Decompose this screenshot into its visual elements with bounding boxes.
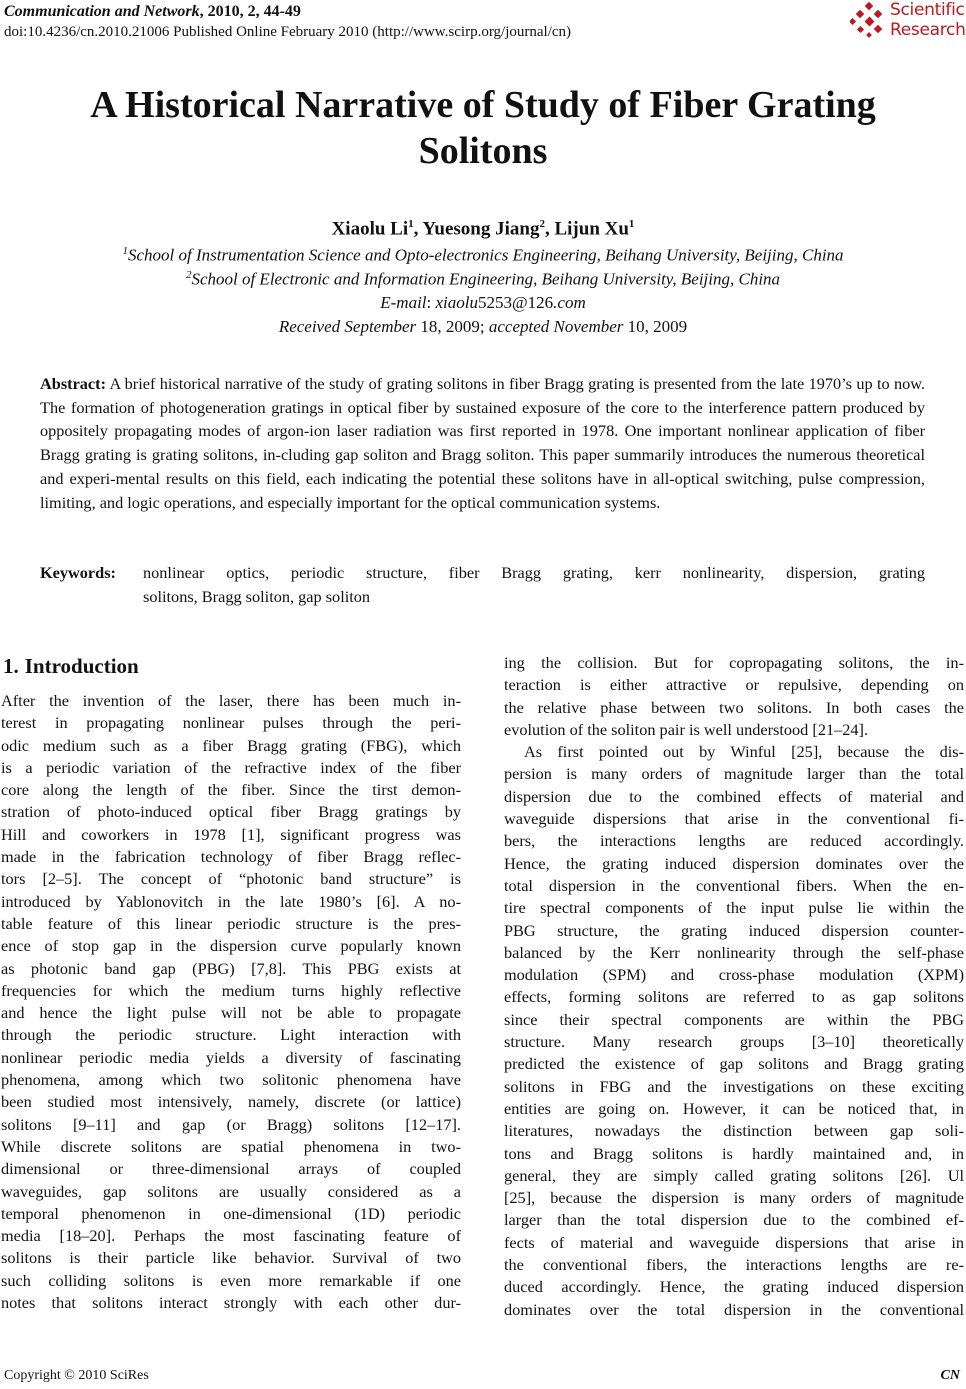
body-text-line: Hill and coworkers in 1978 [1], significant progress was <box>1 824 461 844</box>
body-text-line: nonlinear periodic media yields a diversity of fascinating <box>1 1047 461 1067</box>
body-text-line: stration of photo-induced optical fiber Bragg gratings by <box>1 802 461 822</box>
body-column-left <box>1 690 461 1314</box>
body-text-line: literatures, nowadays the distinction between gap soli- <box>504 1121 964 1141</box>
body-text-line: media [18–20]. Perhaps the most fascinating feature of <box>1 1226 461 1246</box>
body-text-line: While discrete solitons are spatial phenomena in two- <box>1 1136 461 1156</box>
body-text-line: entities are going on. However, it can be noticed that, in <box>504 1098 964 1118</box>
body-text-line: ence of stop gap in the dispersion curve popularly known <box>1 936 461 956</box>
body-column-right <box>504 652 964 1321</box>
body-text-line: solitons in FBG and the investigations on these exciting <box>504 1076 964 1096</box>
body-text-line: general, they are simply called grating solitons [26]. Ul <box>504 1165 964 1185</box>
contact-email: E-mail: xiaolu5253@126.com <box>380 293 586 312</box>
body-text-line: [25], because the dispersion is many orders of magnitude <box>504 1188 964 1208</box>
body-text-line: predicted the existence of gap solitons and Bragg grating <box>504 1054 964 1074</box>
received-dates: Received September 18, 2009; accepted November 10, 2009 <box>278 317 688 336</box>
logo-text-line1: Scientific <box>890 0 965 20</box>
abstract <box>40 372 925 514</box>
publisher-logo <box>850 0 966 44</box>
body-text-line: persion is many orders of magnitude larger than the total <box>504 764 964 784</box>
body-text-line: effects, forming solitons are referred to as gap solitons <box>504 987 964 1007</box>
footer-journal-abbr: CN <box>940 1368 960 1383</box>
body-text-line: ing the collision. But for copropagating solitons, the in- <box>504 653 964 672</box>
body-text-line: and hence the light pulse will not be able to propagate <box>1 1003 461 1023</box>
body-text-line: as photonic band gap (PBG) [7,8]. This PBG exists at <box>1 958 461 978</box>
body-text-line: tire spectral components of the input pulse lie within the <box>504 898 964 918</box>
body-text-line: such colliding solitons is even more remarkable if one <box>1 1270 461 1290</box>
body-text-line: the relative phase between two solitons. In both cases the <box>504 697 964 717</box>
keywords-line: solitons, Bragg soliton, gap soliton <box>143 586 371 606</box>
affiliation-2: $^2$School of Electronic and Information Engineering, Beihang University, Beijing, China <box>185 269 781 289</box>
abstract-label: Abstract: <box>40 374 107 393</box>
author-name: Yuesong Jiang <box>422 218 540 240</box>
body-text-line: tors [2–5]. The concept of “photonic band structure” is <box>1 869 461 889</box>
body-text-line: dispersion due to the combined effects of material and <box>504 786 964 806</box>
body-text-line: dimensional or three-dimensional arrays of coupled <box>1 1159 461 1179</box>
journal-citation: , 2010, 2, 44-49 <box>199 3 301 20</box>
journal-header <box>4 3 301 21</box>
scientific-research-logo-icon <box>850 2 888 40</box>
body-text-line: core along the length of the fiber. Since the tirst demon- <box>1 780 461 800</box>
body-text-line: been studied most intensively, namely, discrete (or lattice) <box>1 1092 461 1112</box>
body-text-line: Hence, the grating induced dispersion dominates over the <box>504 853 964 873</box>
body-text-line: larger than the total dispersion due to the combined ef- <box>504 1210 964 1230</box>
body-text-line: temporal phenomenon in one-dimensional (1D) periodic <box>1 1203 461 1223</box>
body-text-line: modulation (SPM) and cross-phase modulation (XPM) <box>504 965 964 985</box>
abstract-text: A brief historical narrative of the study of grating solitons in fiber Bragg grating is presented from the late 1970’s up to now. The formation of photogeneration gratings in optical fiber by sustained exposure of the core to the interference pattern produced by oppositely propagating modes of argon-ion laser radiation was first reported in 1978. One important nonlinear application of fiber Bragg grating is grating solitons, in-cluding gap soliton and Bragg soliton. This paper summarily introduces the numerous theoretical and experi-mental results on this field, each indicating the potential these solitons have in all-optical switching, pulse compression, limiting, and logic operations, and especially important for the optical communication systems. <box>40 374 925 512</box>
body-text-line: total dispersion in the conventional fibers. When the en- <box>504 875 964 895</box>
body-text-line: solitons [9–11] and gap (or Bragg) solitons [12–17]. <box>1 1114 461 1134</box>
body-text-line: frequencies for which the medium turns highly reflective <box>1 980 461 1000</box>
doi-line: doi:10.4236/cn.2010.21006 Published Online February 2010 (http://www.scirp.org/journal/cn) <box>4 24 572 40</box>
body-text-line: table feature of this linear periodic structure is the pres- <box>1 913 461 933</box>
keywords <box>40 561 925 608</box>
author-affiliation-mark: 1 <box>408 218 414 230</box>
body-text-line: As first pointed out by Winful [25], because the dis- <box>524 742 964 762</box>
body-text-line: solitons is their particle like behavior. Survival of two <box>1 1248 461 1268</box>
author-list: Xiaolu Li$^1$, Yuesong Jiang$^2$, Lijun Xu$^1$ <box>331 218 635 240</box>
author-affiliation-mark: 2 <box>539 218 545 230</box>
body-text-line: duced accordingly. Hence, the grating induced dispersion <box>504 1277 964 1297</box>
body-text-line: through the periodic structure. Light interaction with <box>1 1025 461 1045</box>
section-heading: 1. Introduction <box>3 654 139 678</box>
body-text-line: balanced by the Kerr nonlinearity through the self-phase <box>504 942 964 962</box>
body-text-line: made in the fabrication technology of fiber Bragg reflec- <box>1 847 461 867</box>
body-text-line: terest in propagating nonlinear pulses through the peri- <box>1 713 461 733</box>
author-name: Xiaolu Li <box>331 218 409 240</box>
body-text-line: After the invention of the laser, there has been much in- <box>1 691 461 710</box>
keywords-line: nonlinear optics, periodic structure, fiber Bragg grating, kerr nonlinearity, dispersion, grating <box>143 563 925 582</box>
body-text-line: waveguide dispersions that arise in the conventional fi- <box>504 809 964 829</box>
body-text-line: is a periodic variation of the refractive index of the fiber <box>1 757 461 777</box>
body-text-line: teraction is either attractive or repulsive, depending on <box>504 675 964 695</box>
body-text-line: PBG structure, the grating induced dispersion counter- <box>504 920 964 940</box>
body-text-line: phenomena, among which two solitonic phenomena have <box>1 1070 461 1090</box>
keywords-text <box>143 561 925 608</box>
author-affiliation-mark: 1 <box>628 218 635 230</box>
body-text-line: fects of material and waveguide dispersions that arise in <box>504 1232 964 1252</box>
body-text-line: notes that solitons interact strongly with each other dur- <box>1 1293 461 1313</box>
keywords-label: Keywords: <box>40 563 116 582</box>
body-text-line: the conventional fibers, the interactions lengths are re- <box>504 1255 964 1275</box>
affiliation-1: $^1$School of Instrumentation Science and Opto-electronics Engineering, Beihang University, Beijing, China <box>122 245 844 265</box>
body-text-line: odic medium such as a fiber Bragg grating (FBG), which <box>1 735 461 755</box>
paper-title: A Historical Narrative of Study of Fiber Grating Solitons <box>90 84 876 172</box>
body-text-line: since their spectral components are within the PBG <box>504 1009 964 1029</box>
journal-name: Communication and Network <box>4 3 200 20</box>
body-text-line: tons and Bragg solitons is hardly maintained and, in <box>504 1143 964 1163</box>
body-text-line: structure. Many research groups [3–10] theoretically <box>504 1032 964 1052</box>
body-text-line: waveguides, gap solitons are usually considered as a <box>1 1181 461 1201</box>
email-address[interactable]: xiaolu5253@126.com <box>435 293 586 312</box>
logo-text-line2: Research <box>890 20 966 40</box>
author-name: Lijun Xu <box>554 218 629 240</box>
body-text-line: bers, the interactions lengths are reduced accordingly. <box>504 831 964 851</box>
body-text-line: dominates over the total dispersion in the conventional <box>504 1299 964 1319</box>
footer-copyright: Copyright © 2010 SciRes <box>4 1368 149 1383</box>
body-text-line: introduced by Yablonovitch in the late 1980’s [6]. A no- <box>1 891 461 911</box>
body-text-line: evolution of the soliton pair is well understood [21–24]. <box>504 719 869 739</box>
